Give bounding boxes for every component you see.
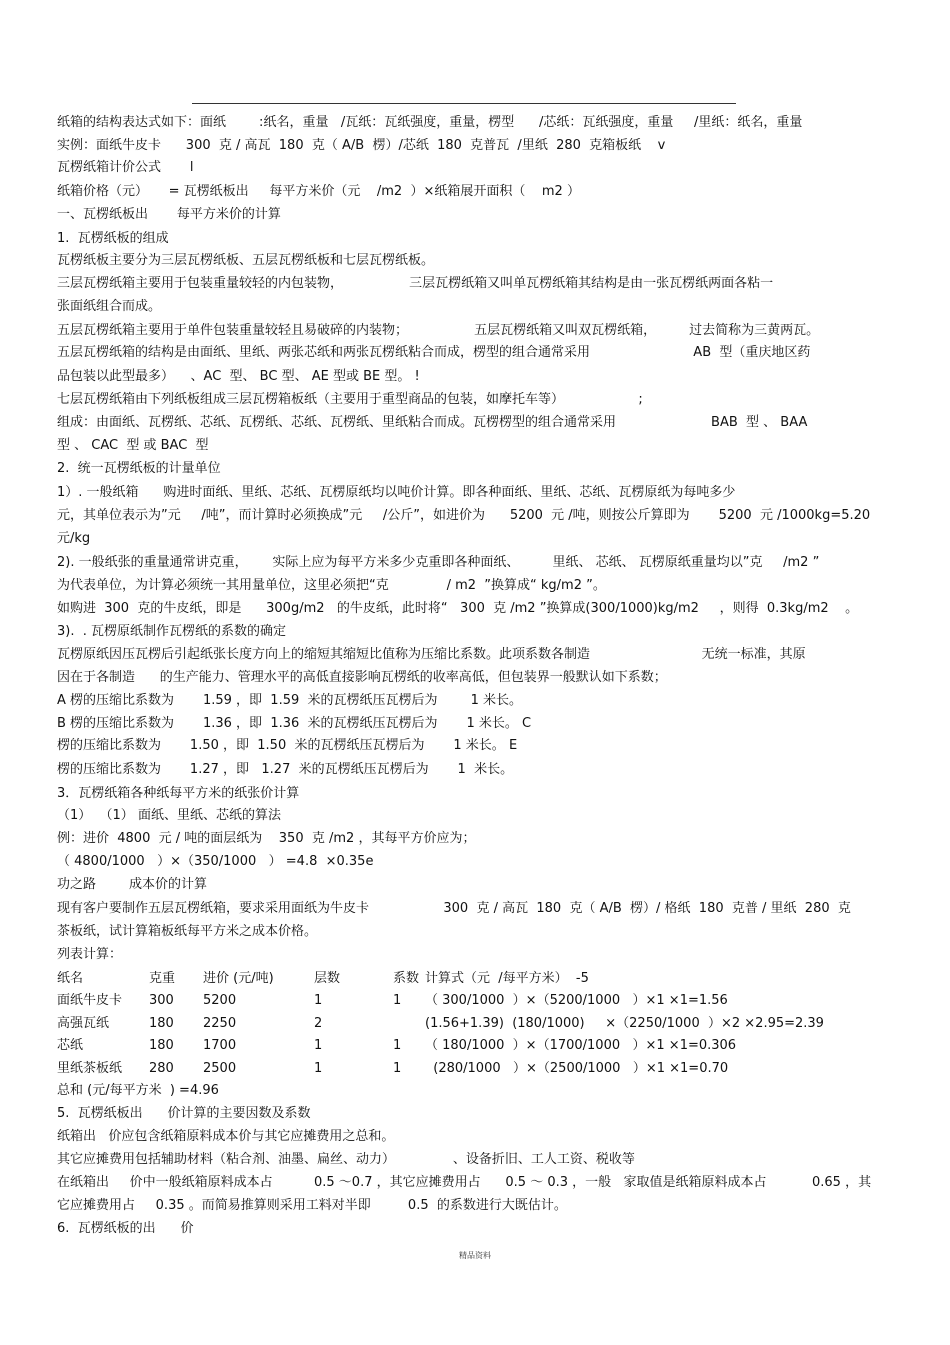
table-cell: 1 xyxy=(314,1061,323,1076)
text-line: 元/kg xyxy=(57,531,91,546)
text-line: 1）. 一般纸箱 购进时面纸、里纸、芯纸、瓦楞原纸均以吨价计算。即各种面纸、里纸、芯纸、瓦楞原纸为每吨多少 xyxy=(57,485,736,500)
table-cell: 层数 xyxy=(314,971,341,986)
text-line: 五层瓦楞纸箱主要用于单件包装重量较轻且易破碎的内装物； 五层瓦楞纸箱又叫双瓦楞纸箱， 过去简称为三黄两瓦。 xyxy=(57,323,820,338)
table-cell: (1.56+1.39) (180/1000) ×（2250/1000 ）×2 ×2.95=2.39 xyxy=(425,1016,824,1031)
table-cell: （ 300/1000 ）×（5200/1000 ）×1 ×1=1.56 xyxy=(425,993,728,1008)
table-cell: 1 xyxy=(314,993,323,1008)
text-line: 为代表单位，为计算必须统一其用量单位，这里必须把“克 / m2 ”换算成“ kg/m2 ”。 xyxy=(57,578,606,593)
footer-note: 精品资料 xyxy=(459,1251,491,1260)
text-line: 1. 瓦楞纸板的组成 xyxy=(57,231,169,246)
text-line: 瓦楞纸板主要分为三层瓦楞纸板、五层瓦楞纸板和七层瓦楞纸板。 xyxy=(57,253,435,268)
text-line: 五层瓦楞纸箱的结构是由面纸、里纸、两张芯纸和两张瓦楞纸粘合而成，楞型的组合通常采用 AB 型（重庆地区药 xyxy=(57,345,811,360)
table-row xyxy=(57,993,897,1009)
text-line: 因在于各制造 的生产能力、管理水平的高低直接影响瓦楞纸的收率高低，但包装界一般默认如下系数； xyxy=(57,670,667,685)
text-line: 5. 瓦楞纸板出 价计算的主要因数及系数 xyxy=(57,1106,311,1121)
table-cell: 里纸茶板纸 xyxy=(57,1061,123,1076)
text-line: 总和 (元/每平方米 ) =4.96 xyxy=(57,1083,219,1098)
text-line: 3). . 瓦楞原纸制作瓦楞纸的系数的确定 xyxy=(57,624,287,639)
table-cell: 1 xyxy=(393,1038,402,1053)
table-row xyxy=(57,1038,897,1054)
table-cell: （ 180/1000 ）×（1700/1000 ）×1 ×1=0.306 xyxy=(425,1038,737,1053)
table-cell: 2 xyxy=(314,1016,323,1031)
table-row xyxy=(57,1061,897,1077)
text-line: 现有客户要制作五层瓦楞纸箱，要求采用面纸为牛皮卡 300 克 / 高瓦 180 克（ A/B 楞）/ 格纸 180 克普 / 里纸 280 克 xyxy=(57,901,851,916)
table-cell: 1700 xyxy=(203,1038,237,1053)
text-line: 瓦楞原纸因压瓦楞后引起纸张长度方向上的缩短其缩短比值称为压缩比系数。此项系数各制造 无统一标准，其原 xyxy=(57,647,806,662)
text-line: A 楞的压缩比系数为 1.59 ，即 1.59 米的瓦楞纸压瓦楞后为 1 米长。 xyxy=(57,693,522,708)
table-header-row xyxy=(57,971,897,987)
table-cell: 进价 (元/吨) xyxy=(203,971,274,986)
text-line: 张面纸组合而成。 xyxy=(57,299,162,314)
text-line: 纸箱出 价应包含纸箱原料成本价与其它应摊费用之总和。 xyxy=(57,1129,395,1144)
text-line: 三层瓦楞纸箱主要用于包装重量较轻的内包装物， 三层瓦楞纸箱又叫单瓦楞纸箱其结构是由一张瓦楞纸两面各粘一 xyxy=(57,276,774,291)
text-line: （ 4800/1000 ）×（350/1000 ） =4.8 ×0.35e xyxy=(57,854,374,869)
text-line: 一、瓦楞纸板出 每平方米价的计算 xyxy=(57,207,281,222)
text-line: 元，其单位表示为”元 /吨”，而计算时必须换成”元 /公斤”，如进价为 5200 元 /吨，则按公斤算即为 5200 元 /1000kg=5.20 xyxy=(57,508,871,523)
table-cell: 1 xyxy=(314,1038,323,1053)
table-cell: 300 xyxy=(149,993,174,1008)
table-cell: 高强瓦纸 xyxy=(57,1016,110,1031)
text-line: （1） （1） 面纸、里纸、芯纸的算法 xyxy=(57,808,281,823)
text-line: 2. 统一瓦楞纸板的计量单位 xyxy=(57,461,221,476)
table-cell: (280/1000 ）×（2500/1000 ）×1 ×1=0.70 xyxy=(425,1061,729,1076)
header-rule xyxy=(192,103,736,104)
text-line: 其它应摊费用包括辅助材料（粘合剂、油墨、扁丝、动力） 、设备折旧、工人工资、税收等 xyxy=(57,1152,635,1167)
table-cell: 纸名 xyxy=(57,971,84,986)
text-line: 型 、 CAC 型 或 BAC 型 xyxy=(57,438,209,453)
table-cell: 1 xyxy=(393,1061,402,1076)
text-line: 功之路 成本价的计算 xyxy=(57,877,208,892)
table-cell: 系数 xyxy=(393,971,420,986)
text-line: 在纸箱出 价中一般纸箱原料成本占 0.5 ～0.7 ，其它应摊费用占 0.5 ～ 0.3 ，一般 家取值是纸箱原料成本占 0.65 ，其 xyxy=(57,1175,872,1190)
text-line: 组成：由面纸、瓦楞纸、芯纸、瓦楞纸、芯纸、瓦楞纸、里纸粘合而成。瓦楞楞型的组合通常采用 BAB 型 、 BAA xyxy=(57,415,808,430)
table-cell: 180 xyxy=(149,1038,174,1053)
table-cell: 克重 xyxy=(149,971,176,986)
text-line: 它应摊费用占 0.35 。而简易推算则采用工料对半即 0.5 的系数进行大既估计。 xyxy=(57,1198,567,1213)
table-cell: 芯纸 xyxy=(57,1038,84,1053)
text-line: 瓦楞纸箱计价公式 l xyxy=(57,160,194,175)
text-line: 6. 瓦楞纸板的出 价 xyxy=(57,1221,194,1236)
text-line: 品包装以此型最多） 、AC 型、 BC 型、 AE 型或 BE 型。 ! xyxy=(57,369,420,384)
table-cell: 1 xyxy=(393,993,402,1008)
text-line: 列表计算： xyxy=(57,947,123,962)
table-cell: 2500 xyxy=(203,1061,237,1076)
table-cell: 5200 xyxy=(203,993,237,1008)
text-line: 实例：面纸牛皮卡 300 克 / 高瓦 180 克（ A/B 楞）/芯纸 180 克普瓦 /里纸 280 克箱板纸 v xyxy=(57,138,666,153)
text-line: 纸箱的结构表达式如下：面纸 :纸名，重量 /瓦纸：瓦纸强度，重量，楞型 /芯纸：瓦纸强度，重量 /里纸：纸名，重量 xyxy=(57,115,803,130)
table-cell: 计算式（元 /每平方米） -5 xyxy=(425,971,589,986)
text-line: B 楞的压缩比系数为 1.36 ，即 1.36 米的瓦楞纸压瓦楞后为 1 米长。 C xyxy=(57,716,532,731)
table-cell: 2250 xyxy=(203,1016,237,1031)
text-line: 楞的压缩比系数为 1.50 ，即 1.50 米的瓦楞纸压瓦楞后为 1 米长。 E xyxy=(57,738,518,753)
table-cell: 180 xyxy=(149,1016,174,1031)
text-line: 楞的压缩比系数为 1.27 ，即 1.27 米的瓦楞纸压瓦楞后为 1 米长。 xyxy=(57,762,514,777)
text-line: 3．瓦楞纸箱各种纸每平方米的纸张价计算 xyxy=(57,786,300,801)
table-cell: 280 xyxy=(149,1061,174,1076)
table-cell: 面纸牛皮卡 xyxy=(57,993,123,1008)
text-line: 2). 一般纸张的重量通常讲克重， 实际上应为每平方米多少克重即各种面纸、 里纸、 芯纸、 瓦楞原纸重量均以”克 /m2 ” xyxy=(57,555,820,570)
text-line: 例：进价 4800 元 / 吨的面层纸为 350 克 /m2 ，其每平方价应为； xyxy=(57,831,476,846)
text-line: 纸箱价格（元） = 瓦楞纸板出 每平方米价（元 /m2 ）×纸箱展开面积（ m2 ） xyxy=(57,184,580,199)
text-line: 七层瓦楞纸箱由下列纸板组成三层瓦楞箱板纸（主要用于重型商品的包装，如摩托车等） ; xyxy=(57,392,643,407)
table-row xyxy=(57,1016,897,1032)
text-line: 如购进 300 克的牛皮纸，即是 300g/m2 的牛皮纸，此时将“ 300 克 /m2 ”换算成(300/1000)kg/m2 ，则得 0.3kg/m2 。 xyxy=(57,601,859,616)
text-line: 茶板纸，试计算箱板纸每平方米之成本价格。 xyxy=(57,924,318,939)
